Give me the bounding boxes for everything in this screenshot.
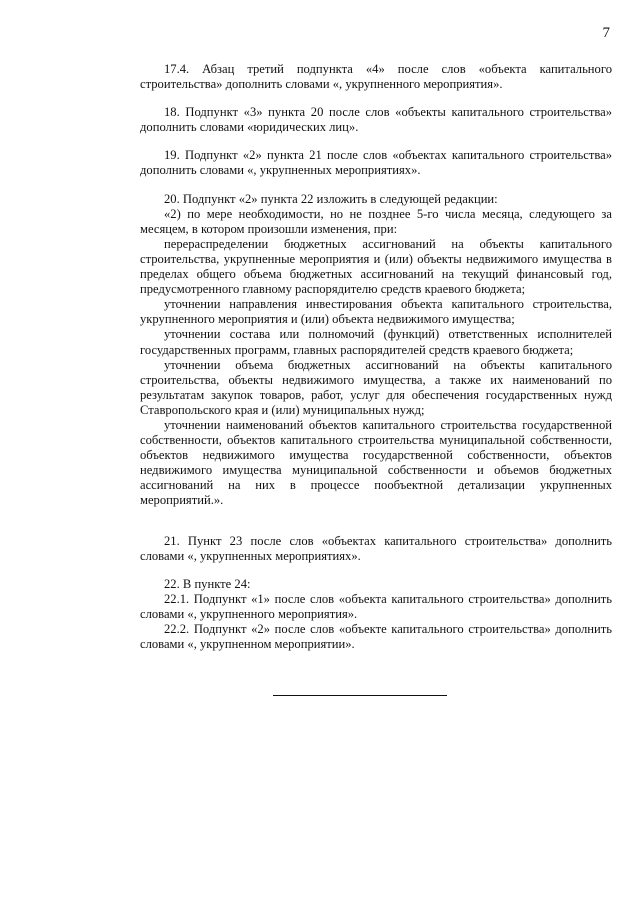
document-body	[140, 62, 612, 652]
paragraph-20: 20. Подпункт «2» пункта 22 изложить в следующей редакции:	[164, 191, 498, 206]
paragraph-object-names: уточнении наименований объектов капитального строительства государственной собственности, объектов капитального строительства муниципальной собственности, объектов недвижимого имущества государственной собственности, объектов недвижимого имущества муниципальной собственности и объемов бюджетных ассигнований на них в процессе пообъектной детализации укрупненных мероприятий.».	[140, 417, 612, 508]
paragraph-22-1: 22.1. Подпункт «1» после слов «объекта капитального строительства» дополнить словами «, укрупненного мероприятия».	[140, 591, 612, 621]
paragraph-investment-direction: уточнении направления инвестирования объекта капитального строительства, укрупненного мероприятия и (или) объекта недвижимого имущества;	[140, 297, 612, 327]
paragraph-17-4: 17.4. Абзац третий подпункта «4» после слов «объекта капитального строительства» дополнить словами «, укрупненного мероприятия».	[140, 62, 612, 92]
paragraph-redistribution: перераспределении бюджетных ассигнований на объекты капитального строительства, укрупненные мероприятия и (или) объекты недвижимого имущества в пределах общего объема бюджетных ассигнований на текущий финансовый год, предусмотренного главному распорядителю средств краевого бюджета;	[140, 236, 612, 297]
page-number: 7	[602, 25, 610, 41]
paragraph-executors: уточнении состава или полномочий (функций) ответственных исполнителей государственных программ, главных распорядителей средств краевого бюджета;	[140, 327, 612, 357]
paragraph-procurement: уточнении объема бюджетных ассигнований на объекты капитального строительства, объекты недвижимого имущества, а также их наименований по результатам закупок товаров, работ, услуг для обеспечения государственных нужд Ставропольского края и (или) муниципальных нужд;	[140, 357, 612, 417]
paragraph-22: 22. В пункте 24:	[164, 576, 251, 591]
paragraph-22-2: 22.2. Подпункт «2» после слов «объекте капитального строительства» дополнить словами «, укрупненном мероприятии».	[140, 622, 612, 652]
paragraph-21: 21. Пункт 23 после слов «объектах капитального строительства» дополнить словами «, укрупненных мероприятиях».	[140, 533, 612, 563]
paragraph-19: 19. Подпункт «2» пункта 21 после слов «объектах капитального строительства» дополнить словами «, укрупненных мероприятиях».	[140, 148, 612, 178]
paragraph-18: 18. Подпункт «3» пункта 20 после слов «объекты капитального строительства» дополнить словами «юридических лиц».	[140, 105, 612, 135]
paragraph-20-subitem-2: «2) по мере необходимости, но не позднее 5-го числа месяца, следующего за месяцем, в котором произошли изменения, при:	[140, 206, 612, 236]
closing-divider	[273, 695, 447, 696]
